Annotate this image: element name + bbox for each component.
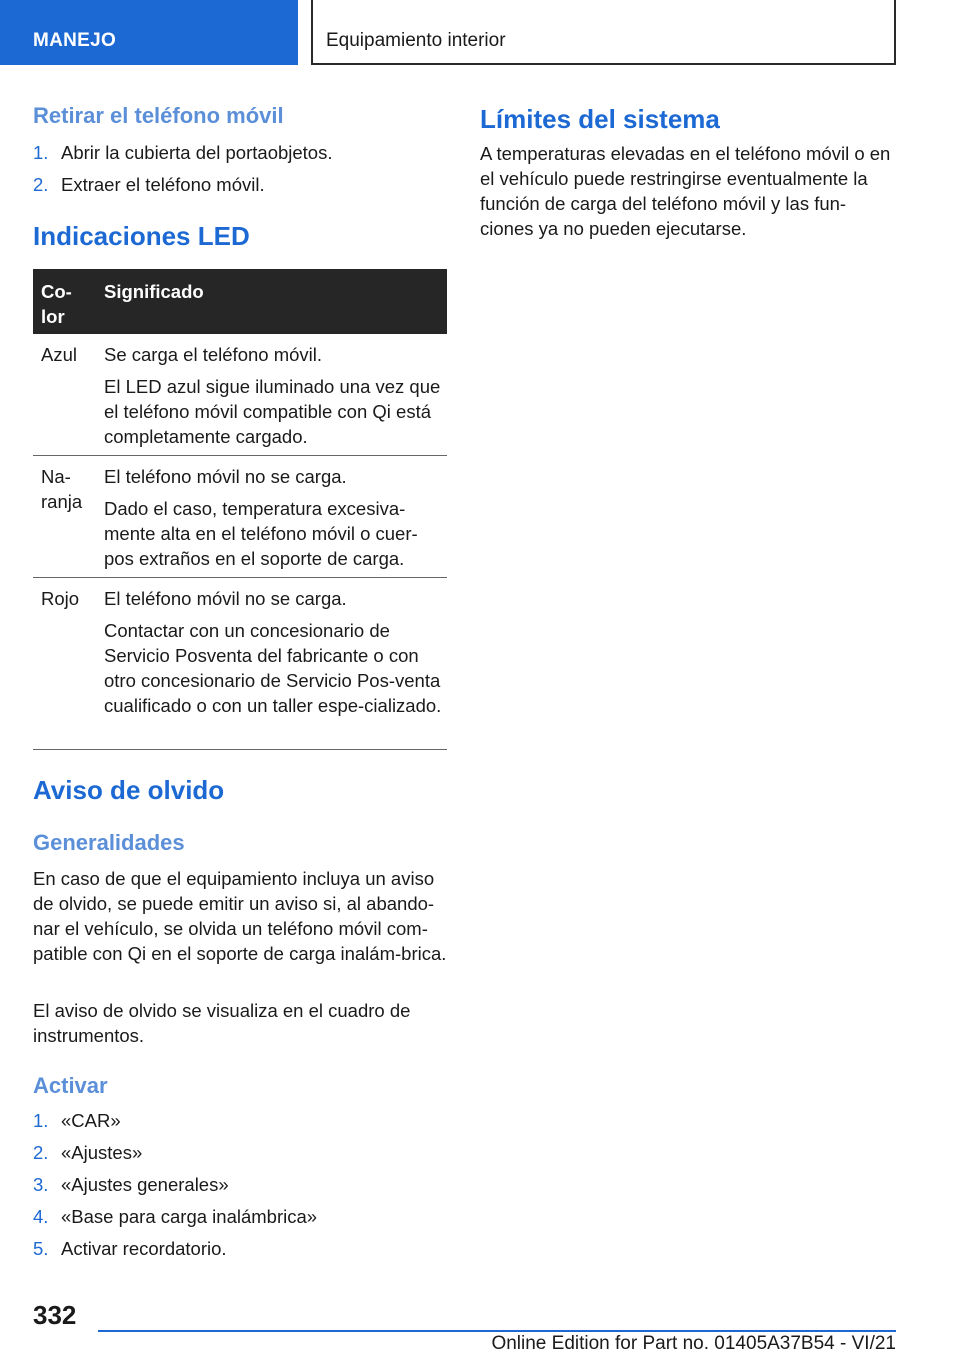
led-color-cell: Azul [41, 344, 77, 365]
footer-edition: Online Edition for Part no. 01405A37B54 - VI/21 [491, 1333, 896, 1354]
led-color-cell: Na- ranja [41, 466, 83, 512]
list-item [33, 1236, 227, 1261]
list-number: 1. [33, 142, 49, 163]
general-heading: Generalidades [33, 830, 185, 855]
led-heading: Indicaciones LED [33, 221, 250, 251]
list-number: 5. [33, 1238, 49, 1259]
table-row [33, 456, 447, 578]
list-item [33, 1108, 121, 1133]
list-text: «Ajustes» [61, 1142, 143, 1163]
column-header-color: Co- lor [41, 281, 72, 327]
limits-heading: Límites del sistema [480, 104, 720, 134]
chapter-tab [311, 0, 896, 65]
list-number: 2. [33, 1142, 49, 1163]
page-number: 332 [33, 1300, 77, 1330]
list-text: Extraer el teléfono móvil. [61, 174, 265, 195]
general-paragraph-2: El aviso de olvido se visualiza en el cuadro de instrumentos. [33, 1000, 411, 1046]
remove-phone-heading: Retirar el teléfono móvil [33, 103, 284, 128]
led-meaning-cell [104, 586, 446, 718]
list-item [33, 1204, 317, 1229]
table-row [33, 334, 447, 456]
led-color-cell: Rojo [41, 588, 80, 609]
chapter-label: Equipamiento interior [326, 30, 506, 51]
led-meaning-cell [104, 342, 446, 449]
list-number: 1. [33, 1110, 49, 1131]
led-meaning-cell [104, 464, 446, 571]
list-text: «Ajustes generales» [61, 1174, 229, 1195]
list-item [33, 1172, 229, 1197]
column-header-meaning: Significado [104, 281, 204, 302]
led-table-header [33, 269, 447, 334]
list-number: 4. [33, 1206, 49, 1227]
table-row [33, 578, 447, 750]
meaning-detail: El LED azul sigue iluminado una vez que el teléfono móvil compatible con Qi está completamente cargado. [104, 376, 441, 447]
activate-heading: Activar [33, 1073, 108, 1098]
section-tab [0, 0, 298, 65]
general-paragraph: En caso de que el equipamiento incluya un aviso de olvido, se puede emitir un aviso si, al abando-nar el vehículo, se olvida un teléfono móvil com-patible con Qi en el soporte de carga inalám-brica. [33, 868, 447, 964]
meaning-line: Se carga el teléfono móvil. [104, 344, 323, 365]
list-text: Abrir la cubierta del portaobjetos. [61, 142, 333, 163]
meaning-detail: Contactar con un concesionario de Servicio Posventa del fabricante o con otro concesionario de Servicio Pos-venta cualificado o con un taller espe-cializado. [104, 620, 442, 716]
list-number: 2. [33, 174, 49, 195]
list-item [33, 172, 265, 197]
section-label: MANEJO [33, 30, 117, 51]
meaning-line: El teléfono móvil no se carga. [104, 588, 347, 609]
list-text: Activar recordatorio. [61, 1238, 227, 1259]
list-text: «CAR» [61, 1110, 121, 1131]
list-item [33, 1140, 142, 1165]
list-text: «Base para carga inalámbrica» [61, 1206, 318, 1227]
list-number: 3. [33, 1174, 49, 1195]
footer-divider [98, 1330, 896, 1332]
list-item [33, 140, 332, 165]
meaning-detail: Dado el caso, temperatura excesiva-mente alta en el teléfono móvil o cuer-pos extraños en el soporte de carga. [104, 498, 418, 569]
reminder-heading: Aviso de olvido [33, 775, 225, 805]
limits-paragraph: A temperaturas elevadas en el teléfono móvil o en el vehículo puede restringirse eventualmente la función de carga del teléfono móvil y las fun-ciones ya no pueden ejecutarse. [480, 143, 891, 239]
meaning-line: El teléfono móvil no se carga. [104, 466, 347, 487]
